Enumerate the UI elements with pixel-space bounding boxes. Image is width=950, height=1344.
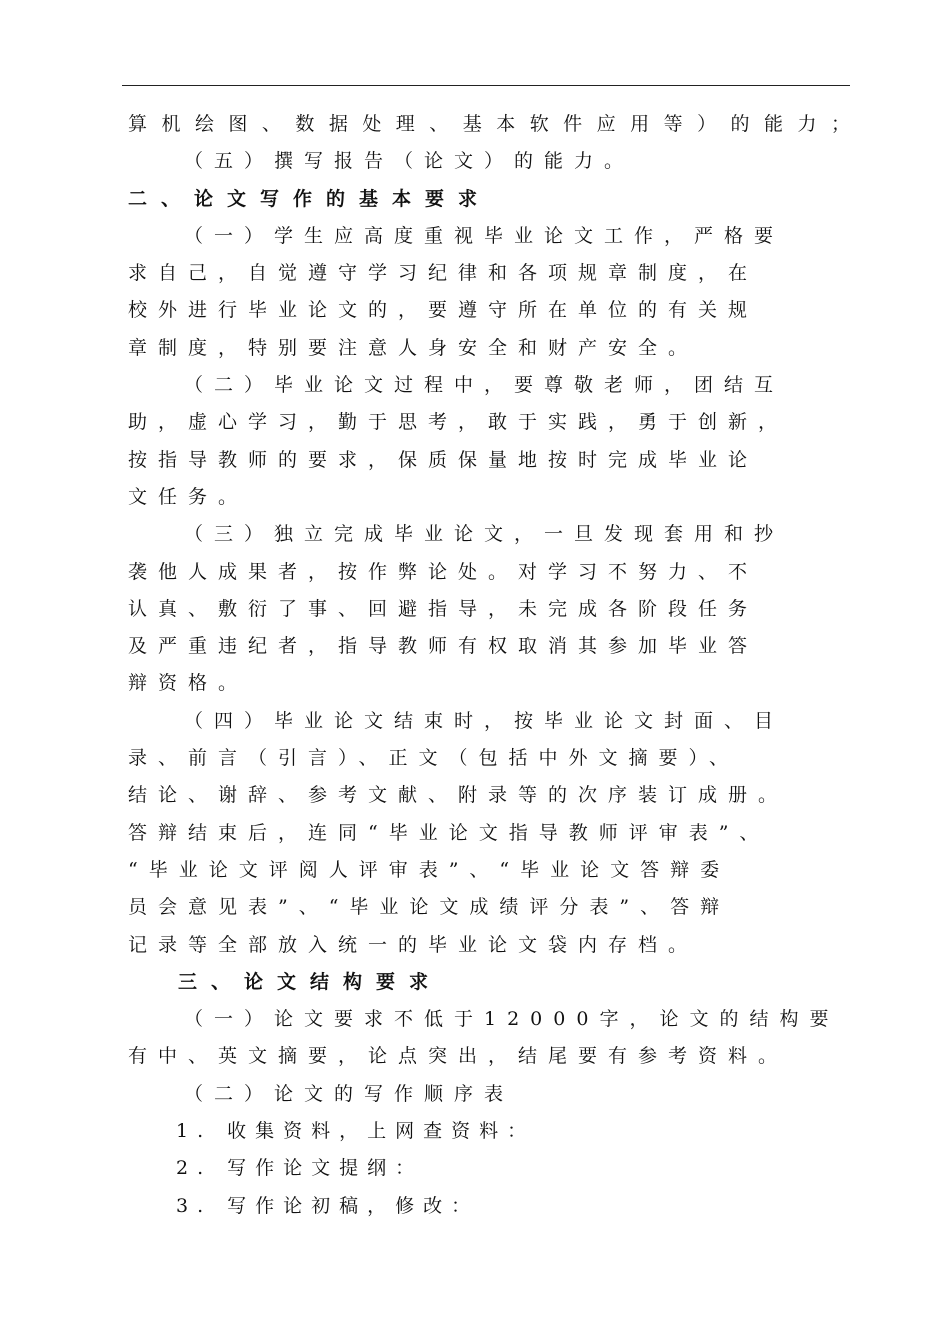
text-line: 辩资格。 <box>128 672 249 695</box>
section-heading: 二、论文写作的基本要求 <box>128 187 492 210</box>
text-line: 求自己，自觉遵守学习纪律和各项规章制度，在 <box>128 262 759 285</box>
section-heading: 三、论文结构要求 <box>178 970 443 993</box>
text-line: 文任务。 <box>128 485 249 508</box>
text-line: （三）独立完成毕业论文，一旦发现套用和抄 <box>184 523 785 546</box>
text-line: （二）论文的写作顺序表 <box>184 1082 515 1105</box>
text-line: 章制度，特别要注意人身安全和财产安全。 <box>128 336 699 359</box>
text-line: 按指导教师的要求，保质保量地按时完成毕业论 <box>128 448 759 471</box>
text-line: 有中、英文摘要，论点突出，结尾要有参考资料。 <box>128 1045 789 1068</box>
text-line: 助，虚心学习，勤于思考，敢于实践，勇于创新， <box>128 411 789 434</box>
text-line: （一）学生应高度重视毕业论文工作，严格要 <box>184 224 785 247</box>
text-line: 及严重违纪者，指导教师有权取消其参加毕业答 <box>128 635 759 658</box>
text-line: “毕业论文评阅人评审表”、“毕业论文答辩委 <box>128 858 731 881</box>
text-line: 认真、敷衍了事、回避指导，未完成各阶段任务 <box>128 597 759 620</box>
text-line: 校外进行毕业论文的，要遵守所在单位的有关规 <box>128 299 759 322</box>
text-line: （五）撰写报告（论文）的能力。 <box>184 150 635 173</box>
text-line: （四）毕业论文结束时，按毕业论文封面、目 <box>184 709 785 732</box>
list-item: 3. 写作论初稿，修改： <box>176 1194 480 1217</box>
list-item: 2. 写作论文提纲： <box>176 1157 424 1180</box>
text-line: （二）毕业论文过程中，要尊敬老师，团结互 <box>184 374 785 397</box>
text-line: （一）论文要求不低于12000字，论文的结构要 <box>184 1008 840 1031</box>
text-line: 答辩结束后，连同“毕业论文指导教师评审表”、 <box>128 821 770 844</box>
text-line: 录、前言（引言）、正文（包括中外文摘要）、 <box>128 747 740 770</box>
header-rule <box>122 85 850 86</box>
text-line: 袭他人成果者，按作弊论处。对学习不努力、不 <box>128 560 759 583</box>
text-line: 算机绘图、数据处理、基本软件应用等）的能力； <box>128 113 850 135</box>
text-line: 结论、谢辞、参考文献、附录等的次序装订成册。 <box>128 784 789 807</box>
text-line: 员会意见表”、“毕业论文成绩评分表”、答辩 <box>128 896 731 919</box>
text-line: 记录等全部放入统一的毕业论文袋内存档。 <box>128 933 699 956</box>
list-item: 1. 收集资料，上网查资料： <box>176 1120 536 1143</box>
document-body <box>128 106 858 1225</box>
